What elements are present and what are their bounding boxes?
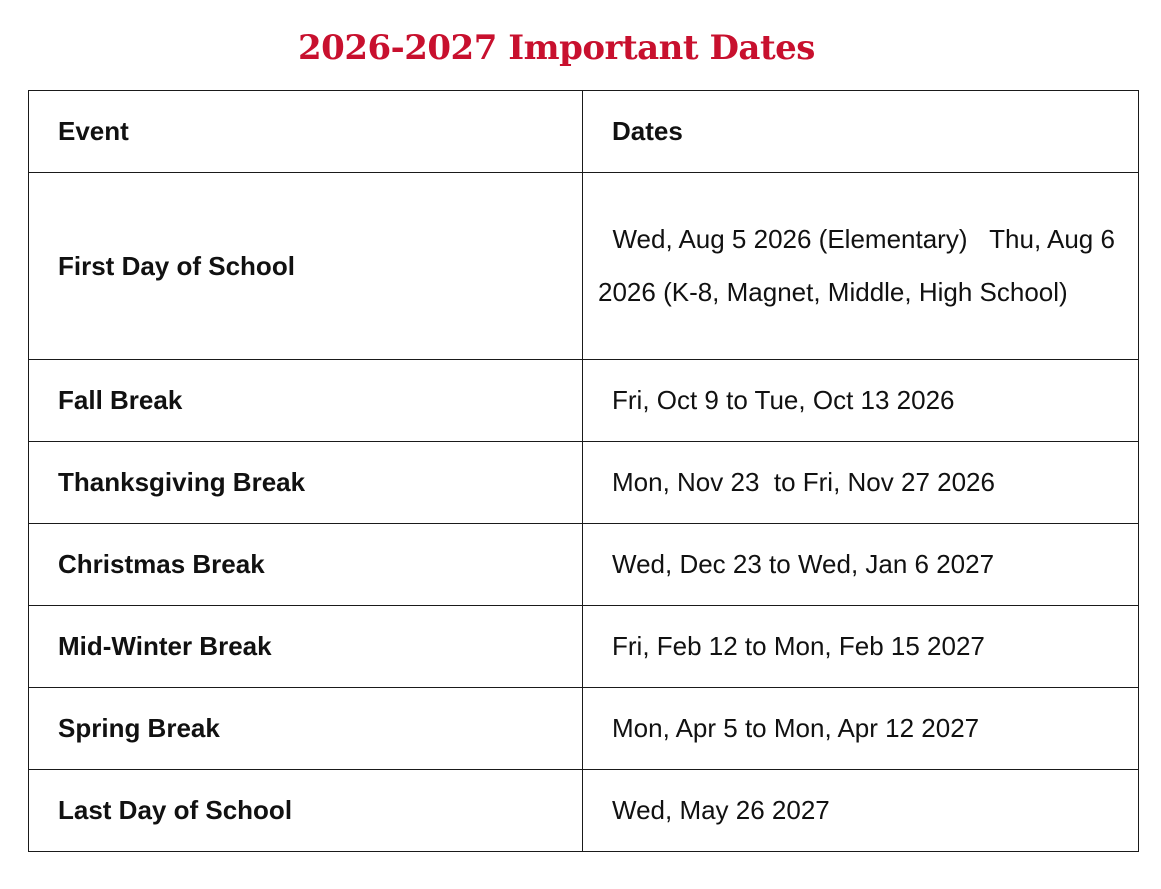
dates-cell: Fri, Oct 9 to Tue, Oct 13 2026 bbox=[583, 360, 1139, 442]
table-row bbox=[29, 524, 1139, 606]
important-dates-table bbox=[28, 90, 1139, 852]
table-row bbox=[29, 606, 1139, 688]
event-cell: Fall Break bbox=[29, 360, 583, 442]
event-cell: Christmas Break bbox=[29, 524, 583, 606]
event-cell: Thanksgiving Break bbox=[29, 442, 583, 524]
table-row bbox=[29, 442, 1139, 524]
table-row bbox=[29, 770, 1139, 852]
column-header-dates: Dates bbox=[583, 91, 1139, 173]
event-cell: Last Day of School bbox=[29, 770, 583, 852]
dates-cell: Wed, May 26 2027 bbox=[583, 770, 1139, 852]
dates-cell: Wed, Aug 5 2026 (Elementary) Thu, Aug 6 2026 (K-8, Magnet, Middle, High School) bbox=[583, 173, 1139, 360]
table-row bbox=[29, 173, 1139, 360]
event-cell: Mid-Winter Break bbox=[29, 606, 583, 688]
dates-cell: Fri, Feb 12 to Mon, Feb 15 2027 bbox=[583, 606, 1139, 688]
dates-cell: Mon, Apr 5 to Mon, Apr 12 2027 bbox=[583, 688, 1139, 770]
event-cell: First Day of School bbox=[29, 173, 583, 360]
table-row bbox=[29, 360, 1139, 442]
dates-cell: Wed, Dec 23 to Wed, Jan 6 2027 bbox=[583, 524, 1139, 606]
column-header-event: Event bbox=[29, 91, 583, 173]
event-cell: Spring Break bbox=[29, 688, 583, 770]
table-header-row bbox=[29, 91, 1139, 173]
dates-cell: Mon, Nov 23 to Fri, Nov 27 2026 bbox=[583, 442, 1139, 524]
table-row bbox=[29, 688, 1139, 770]
page-title: 2026-2027 Important Dates bbox=[298, 28, 815, 68]
